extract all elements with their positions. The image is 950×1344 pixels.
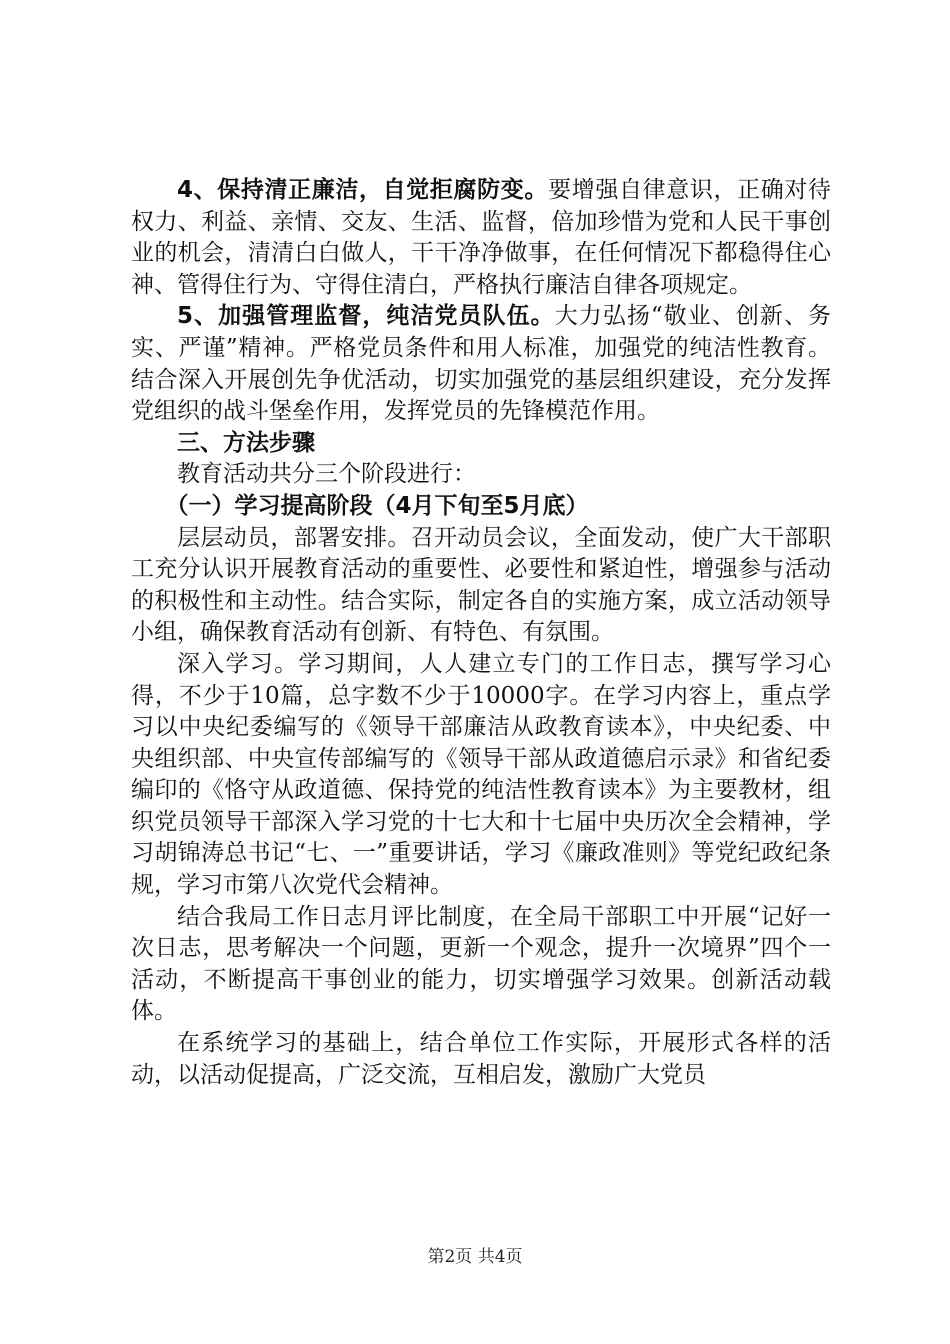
paragraph-4-lead: 4、保持清正廉洁，自觉拒腐防变。 [177, 177, 549, 203]
paragraph-5-body: 大力弘扬“敬业、创新、务实、严谨”精神。严格党员条件和用人标准，加强党的纯洁性教育。结合深入开展创先争优活动，切实加强党的基层组织建设，充分发挥党组织的战斗堡垒作用，发挥党员的先锋模范作用。 [131, 303, 831, 425]
stage-paragraph-1: 层层动员，部署安排。召开动员会议，全面发动，使广大干部职工充分认识开展教育活动的重要性、必要性和紧迫性，增强参与活动的积极性和主动性。结合实际，制定各自的实施方案，成立活动领导小组，确保教育活动有创新、有特色、有氛围。 [131, 524, 831, 646]
stage-paragraph-4: 在系统学习的基础上，结合单位工作实际，开展形式各样的活动，以活动促提高，广泛交流，互相启发，激励广大党员 [131, 1030, 831, 1088]
stage-heading: （一）学习提高阶段（4月下旬至5月底） [165, 492, 589, 519]
paragraph-4 [131, 175, 831, 301]
paragraph-5 [131, 301, 831, 427]
paragraph-5-lead: 5、加强管理监督，纯洁党员队伍。 [177, 303, 555, 330]
stage-paragraph-2: 深入学习。学习期间，人人建立专门的工作日志，撰写学习心得，不少于10篇，总字数不少于10000字。在学习内容上，重点学习以中央纪委编写的《领导干部廉洁从政教育读本》，中央纪委、中央组织部、中央宣传部编写的《领导干部从政道德启示录》和省纪委编印的《恪守从政道德、保持党的纯洁性教育读本》为主要教材，组织党员领导干部深入学习党的十七大和十七届中央历次全会精神，学习胡锦涛总书记“七、一”重要讲话，学习《廉政准则》等党纪政纪条规，学习市第八次党代会精神。 [131, 650, 831, 899]
section-intro: 教育活动共分三个阶段进行： [177, 461, 476, 488]
stage-paragraph-3: 结合我局工作日志月评比制度，在全局干部职工中开展“记好一次日志，思考解决一个问题，更新一个观念，提升一次境界”四个一活动，不断提高干事创业的能力，切实增强学习效果。创新活动载体。 [131, 903, 831, 1025]
paragraph-4-body: 要增强自律意识，正确对待权力、利益、亲情、交友、生活、监督，倍加珍惜为党和人民干事创业的机会，清清白白做人，干干净净做事，在任何情况下都稳得住心神、管得住行为、守得住清白，严格执行廉洁自律各项规定。 [131, 177, 831, 298]
section-heading: 三、方法步骤 [177, 429, 315, 456]
page-footer: 第2页 共4页 [427, 1247, 523, 1267]
document-body [131, 175, 831, 1091]
